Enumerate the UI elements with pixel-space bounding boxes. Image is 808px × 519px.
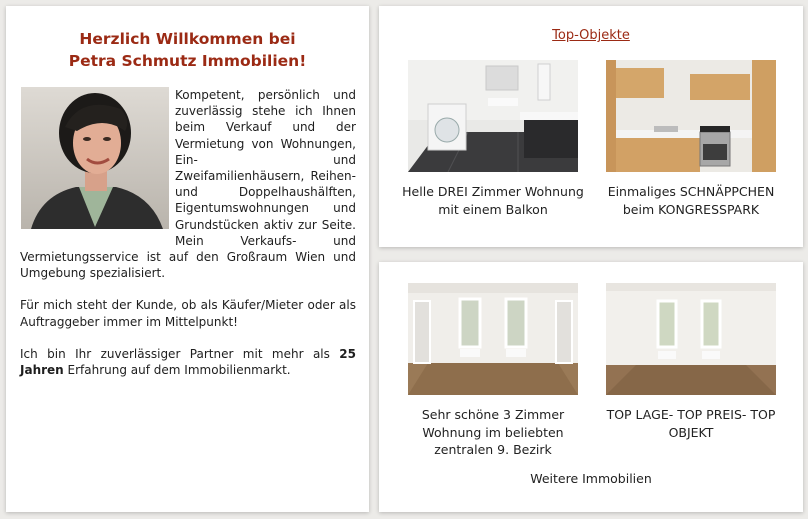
listing-card[interactable] bbox=[591, 60, 791, 218]
welcome-text bbox=[20, 87, 356, 394]
listing-card[interactable] bbox=[393, 60, 593, 218]
listing-card[interactable] bbox=[393, 283, 593, 459]
empty-room-photo[interactable] bbox=[606, 283, 776, 395]
kitchen-photo[interactable] bbox=[606, 60, 776, 172]
intro-paragraph: Kompetent, persönlich und zuverlässig stehe ich Ihnen beim Verkauf und der Vermietung von Wohnungen, Ein- und Zweifamilienhäusern, Reihen- und Doppelhaushälften, Eigentumswohnungen und Grundstücken aktiv zur Seite. Mein Verkaufs- und Vermietungsservice ist auf den Großraum Wien und Umgebung spezialisiert. bbox=[20, 88, 356, 281]
listing-caption[interactable]: Einmaliges SCHNÄPPCHEN beim KONGRESSPARK bbox=[607, 184, 775, 217]
listing-card[interactable] bbox=[591, 283, 791, 441]
more-objects-panel bbox=[379, 262, 803, 512]
customer-paragraph: Für mich steht der Kunde, ob als Käufer/Mieter oder als Auftraggeber immer im Mittelpunkt! bbox=[20, 298, 356, 329]
welcome-title bbox=[6, 28, 369, 72]
empty-room-photo[interactable] bbox=[408, 283, 578, 395]
experience-paragraph: Ich bin Ihr zuverlässiger Partner mit mehr als 25 Jahren Erfahrung auf dem Immobilienmarkt. bbox=[20, 346, 356, 378]
welcome-title-line2: Petra Schmutz Immobilien! bbox=[68, 52, 307, 70]
bathroom-photo[interactable] bbox=[408, 60, 578, 172]
listing-caption[interactable]: Helle DREI Zimmer Wohnung mit einem Balkon bbox=[402, 184, 584, 217]
top-objects-link[interactable]: Top-Objekte bbox=[552, 28, 630, 43]
welcome-panel bbox=[6, 6, 369, 512]
more-properties-link[interactable]: Weitere Immobilien bbox=[530, 471, 652, 486]
listing-caption[interactable]: Sehr schöne 3 Zimmer Wohnung im beliebten zentralen 9. Bezirk bbox=[421, 407, 565, 457]
welcome-title-line1: Herzlich Willkommen bei bbox=[79, 30, 296, 48]
top-objects-panel bbox=[379, 6, 803, 247]
listing-caption[interactable]: TOP LAGE- TOP PREIS- TOP OBJEKT bbox=[606, 407, 776, 440]
experience-years: 25 Jahren bbox=[20, 346, 356, 378]
